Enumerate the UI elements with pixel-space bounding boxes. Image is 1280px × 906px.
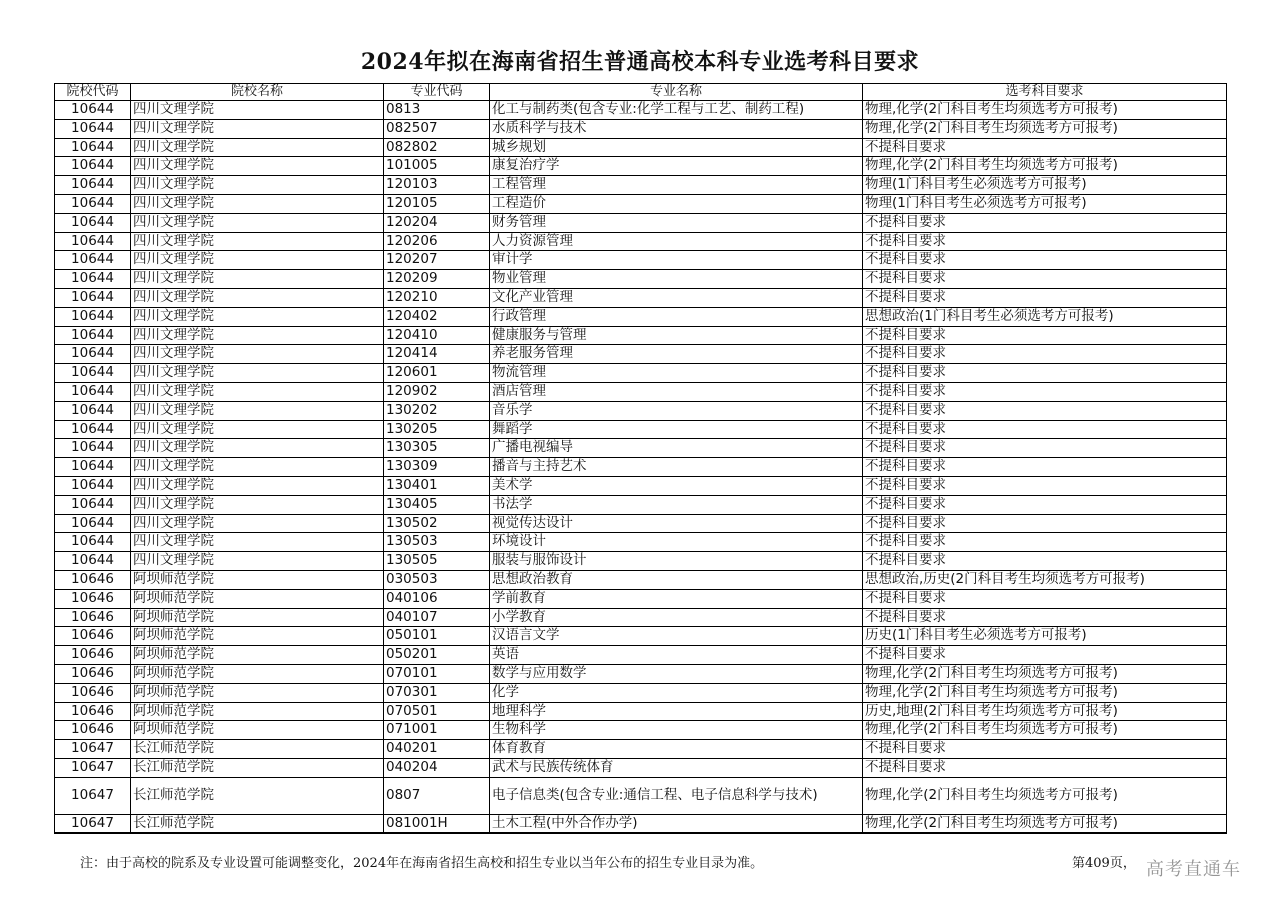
cell-school-name: 四川文理学院 [131,476,384,495]
cell-school-code: 10644 [55,476,131,495]
cell-school-name: 阿坝师范学院 [131,683,384,702]
cell-school-code: 10644 [55,270,131,289]
cell-major-name: 数学与应用数学 [490,664,863,683]
cell-school-name: 四川文理学院 [131,420,384,439]
cell-major-name: 汉语言文学 [490,627,863,646]
cell-major-name: 武术与民族传统体育 [490,758,863,777]
cell-subject-requirement: 物理,化学(2门科目考生均须选考方可报考) [863,664,1227,683]
cell-school-code: 10644 [55,420,131,439]
cell-school-code: 10644 [55,382,131,401]
cell-major-name: 财务管理 [490,213,863,232]
cell-school-code: 10644 [55,401,131,420]
table-row [55,702,1227,721]
cell-school-code: 10644 [55,101,131,120]
cell-school-code: 10644 [55,213,131,232]
cell-subject-requirement: 不提科目要求 [863,646,1227,665]
cell-major-code: 130305 [384,439,490,458]
cell-subject-requirement: 不提科目要求 [863,439,1227,458]
cell-major-name: 化学 [490,683,863,702]
cell-major-name: 环境设计 [490,533,863,552]
header-school-code: 院校代码 [55,84,131,101]
cell-major-name: 地理科学 [490,702,863,721]
cell-school-code: 10644 [55,157,131,176]
cell-school-name: 长江师范学院 [131,758,384,777]
cell-school-code: 10644 [55,495,131,514]
watermark-logo: 高考直通车 [1146,859,1241,880]
cell-school-code: 10646 [55,664,131,683]
cell-school-code: 10646 [55,589,131,608]
cell-subject-requirement: 物理,化学(2门科目考生均须选考方可报考) [863,683,1227,702]
table-row [55,307,1227,326]
cell-major-name: 物流管理 [490,364,863,383]
cell-subject-requirement: 思想政治,历史(2门科目考生均须选考方可报考) [863,570,1227,589]
cell-school-name: 四川文理学院 [131,288,384,307]
cell-major-name: 书法学 [490,495,863,514]
cell-school-name: 四川文理学院 [131,176,384,195]
table-row [55,119,1227,138]
cell-school-code: 10644 [55,533,131,552]
cell-major-code: 030503 [384,570,490,589]
cell-school-code: 10644 [55,326,131,345]
cell-subject-requirement: 物理(1门科目考生必须选考方可报考) [863,176,1227,195]
table-row [55,476,1227,495]
cell-major-name: 思想政治教育 [490,570,863,589]
cell-major-name: 英语 [490,646,863,665]
cell-school-name: 四川文理学院 [131,364,384,383]
table-row [55,777,1227,814]
cell-school-code: 10644 [55,439,131,458]
cell-subject-requirement: 不提科目要求 [863,288,1227,307]
cell-major-code: 081001H [384,814,490,833]
cell-major-code: 040204 [384,758,490,777]
cell-subject-requirement: 不提科目要求 [863,382,1227,401]
cell-school-name: 四川文理学院 [131,401,384,420]
cell-major-code: 040107 [384,608,490,627]
cell-school-name: 四川文理学院 [131,194,384,213]
cell-school-name: 四川文理学院 [131,514,384,533]
table-row [55,101,1227,120]
cell-major-code: 120103 [384,176,490,195]
header-major-name: 专业名称 [490,84,863,101]
cell-subject-requirement: 不提科目要求 [863,458,1227,477]
cell-major-name: 美术学 [490,476,863,495]
cell-major-name: 音乐学 [490,401,863,420]
cell-subject-requirement: 不提科目要求 [863,552,1227,571]
cell-school-code: 10646 [55,683,131,702]
cell-subject-requirement: 物理,化学(2门科目考生均须选考方可报考) [863,777,1227,814]
cell-school-name: 阿坝师范学院 [131,664,384,683]
cell-school-name: 四川文理学院 [131,382,384,401]
header-subject-requirement: 选考科目要求 [863,84,1227,101]
cell-major-name: 生物科学 [490,721,863,740]
cell-subject-requirement: 不提科目要求 [863,476,1227,495]
cell-major-code: 130502 [384,514,490,533]
cell-subject-requirement: 不提科目要求 [863,533,1227,552]
cell-subject-requirement: 不提科目要求 [863,514,1227,533]
table-row [55,364,1227,383]
table-row [55,251,1227,270]
cell-major-name: 工程造价 [490,194,863,213]
cell-subject-requirement: 不提科目要求 [863,740,1227,759]
table-row [55,326,1227,345]
table-row [55,758,1227,777]
table-body [55,101,1227,834]
cell-school-code: 10644 [55,194,131,213]
table-row [55,552,1227,571]
cell-school-name: 四川文理学院 [131,495,384,514]
cell-major-name: 体育教育 [490,740,863,759]
cell-subject-requirement: 不提科目要求 [863,213,1227,232]
cell-school-code: 10644 [55,288,131,307]
requirements-table [54,83,1227,834]
table-row [55,458,1227,477]
cell-major-code: 120206 [384,232,490,251]
cell-school-name: 阿坝师范学院 [131,702,384,721]
cell-major-code: 040201 [384,740,490,759]
cell-school-code: 10644 [55,176,131,195]
cell-major-name: 审计学 [490,251,863,270]
cell-school-name: 四川文理学院 [131,270,384,289]
cell-major-code: 101005 [384,157,490,176]
cell-subject-requirement: 不提科目要求 [863,364,1227,383]
cell-major-code: 120204 [384,213,490,232]
header-major-code: 专业代码 [384,84,490,101]
table-row [55,270,1227,289]
cell-subject-requirement: 物理(1门科目考生必须选考方可报考) [863,194,1227,213]
table-row [55,683,1227,702]
cell-major-name: 广播电视编导 [490,439,863,458]
cell-major-code: 040106 [384,589,490,608]
cell-subject-requirement: 不提科目要求 [863,495,1227,514]
cell-major-code: 082802 [384,138,490,157]
cell-school-code: 10644 [55,138,131,157]
cell-school-code: 10644 [55,552,131,571]
table-row [55,157,1227,176]
cell-major-code: 120402 [384,307,490,326]
cell-school-code: 10647 [55,814,131,833]
cell-subject-requirement: 不提科目要求 [863,232,1227,251]
cell-school-name: 四川文理学院 [131,307,384,326]
table-row [55,194,1227,213]
cell-subject-requirement: 不提科目要求 [863,251,1227,270]
cell-major-name: 工程管理 [490,176,863,195]
cell-school-code: 10646 [55,646,131,665]
cell-subject-requirement: 物理,化学(2门科目考生均须选考方可报考) [863,119,1227,138]
cell-major-name: 视觉传达设计 [490,514,863,533]
table-row [55,514,1227,533]
table-row [55,814,1227,833]
cell-major-name: 城乡规划 [490,138,863,157]
cell-subject-requirement: 物理,化学(2门科目考生均须选考方可报考) [863,101,1227,120]
cell-major-code: 120601 [384,364,490,383]
cell-school-name: 阿坝师范学院 [131,646,384,665]
cell-major-name: 水质科学与技术 [490,119,863,138]
cell-school-code: 10644 [55,119,131,138]
cell-major-name: 文化产业管理 [490,288,863,307]
cell-major-name: 舞蹈学 [490,420,863,439]
table-header-row [55,84,1227,101]
cell-school-name: 四川文理学院 [131,552,384,571]
cell-major-code: 130503 [384,533,490,552]
cell-school-code: 10646 [55,702,131,721]
cell-subject-requirement: 物理,化学(2门科目考生均须选考方可报考) [863,721,1227,740]
cell-major-code: 130405 [384,495,490,514]
cell-major-code: 050201 [384,646,490,665]
cell-subject-requirement: 不提科目要求 [863,589,1227,608]
cell-school-name: 四川文理学院 [131,138,384,157]
table-row [55,138,1227,157]
cell-school-name: 四川文理学院 [131,101,384,120]
cell-major-code: 130309 [384,458,490,477]
cell-major-code: 120414 [384,345,490,364]
cell-subject-requirement: 历史,地理(2门科目考生均须选考方可报考) [863,702,1227,721]
table-row [55,345,1227,364]
table-row [55,646,1227,665]
cell-subject-requirement: 物理,化学(2门科目考生均须选考方可报考) [863,814,1227,833]
cell-subject-requirement: 不提科目要求 [863,420,1227,439]
cell-school-name: 阿坝师范学院 [131,608,384,627]
cell-major-code: 120209 [384,270,490,289]
cell-school-name: 四川文理学院 [131,326,384,345]
cell-school-code: 10646 [55,570,131,589]
cell-subject-requirement: 不提科目要求 [863,270,1227,289]
cell-school-name: 四川文理学院 [131,232,384,251]
cell-major-name: 酒店管理 [490,382,863,401]
cell-school-name: 四川文理学院 [131,533,384,552]
cell-major-code: 070101 [384,664,490,683]
cell-major-code: 130205 [384,420,490,439]
cell-major-code: 120207 [384,251,490,270]
cell-major-name: 物业管理 [490,270,863,289]
cell-major-name: 小学教育 [490,608,863,627]
header-school-name: 院校名称 [131,84,384,101]
cell-school-name: 长江师范学院 [131,777,384,814]
cell-subject-requirement: 历史(1门科目考生必须选考方可报考) [863,627,1227,646]
cell-school-name: 四川文理学院 [131,251,384,270]
cell-subject-requirement: 不提科目要求 [863,326,1227,345]
footer-note: 注：由于高校的院系及专业设置可能调整变化，2024年在海南省招生高校和招生专业以当年公布的招生专业目录为准。 [80,856,764,871]
table-row [55,439,1227,458]
table-row [55,495,1227,514]
page-title: 2024年拟在海南省招生普通高校本科专业选考科目要求 [360,49,920,75]
cell-subject-requirement: 不提科目要求 [863,608,1227,627]
cell-school-code: 10647 [55,758,131,777]
table-row [55,664,1227,683]
cell-major-name: 行政管理 [490,307,863,326]
cell-subject-requirement: 不提科目要求 [863,345,1227,364]
cell-major-code: 130505 [384,552,490,571]
cell-school-code: 10644 [55,345,131,364]
table-row [55,401,1227,420]
cell-school-code: 10646 [55,608,131,627]
table-row [55,608,1227,627]
cell-major-code: 120410 [384,326,490,345]
table-row [55,533,1227,552]
cell-school-name: 四川文理学院 [131,213,384,232]
table-row [55,232,1227,251]
table-row [55,589,1227,608]
cell-major-code: 120105 [384,194,490,213]
cell-major-code: 130401 [384,476,490,495]
cell-school-code: 10647 [55,777,131,814]
cell-major-code: 0807 [384,777,490,814]
cell-major-name: 康复治疗学 [490,157,863,176]
cell-major-code: 070501 [384,702,490,721]
cell-major-code: 120902 [384,382,490,401]
cell-school-name: 长江师范学院 [131,740,384,759]
table-row [55,288,1227,307]
table-row [55,570,1227,589]
table-row [55,627,1227,646]
cell-major-code: 071001 [384,721,490,740]
cell-major-name: 学前教育 [490,589,863,608]
page-number: 第409页， [1072,856,1136,871]
cell-school-code: 10644 [55,307,131,326]
cell-school-name: 阿坝师范学院 [131,627,384,646]
cell-major-name: 土木工程(中外合作办学) [490,814,863,833]
cell-major-code: 082507 [384,119,490,138]
table-row [55,176,1227,195]
table-row [55,740,1227,759]
cell-school-code: 10646 [55,627,131,646]
cell-school-name: 阿坝师范学院 [131,721,384,740]
cell-major-name: 播音与主持艺术 [490,458,863,477]
cell-major-name: 人力资源管理 [490,232,863,251]
table-row [55,420,1227,439]
cell-subject-requirement: 不提科目要求 [863,758,1227,777]
cell-school-name: 阿坝师范学院 [131,589,384,608]
cell-school-name: 四川文理学院 [131,157,384,176]
cell-major-name: 健康服务与管理 [490,326,863,345]
cell-school-code: 10644 [55,251,131,270]
cell-school-code: 10647 [55,740,131,759]
cell-major-name: 电子信息类(包含专业:通信工程、电子信息科学与技术) [490,777,863,814]
cell-school-code: 10644 [55,232,131,251]
cell-subject-requirement: 不提科目要求 [863,401,1227,420]
cell-school-code: 10644 [55,458,131,477]
cell-school-code: 10644 [55,514,131,533]
cell-school-name: 四川文理学院 [131,439,384,458]
cell-school-name: 四川文理学院 [131,345,384,364]
cell-subject-requirement: 思想政治(1门科目考生必须选考方可报考) [863,307,1227,326]
cell-school-name: 阿坝师范学院 [131,570,384,589]
cell-school-name: 四川文理学院 [131,119,384,138]
cell-school-code: 10646 [55,721,131,740]
cell-major-name: 养老服务管理 [490,345,863,364]
table-row [55,382,1227,401]
cell-major-code: 070301 [384,683,490,702]
cell-major-code: 050101 [384,627,490,646]
cell-subject-requirement: 物理,化学(2门科目考生均须选考方可报考) [863,157,1227,176]
cell-school-code: 10644 [55,364,131,383]
cell-school-name: 四川文理学院 [131,458,384,477]
cell-major-code: 130202 [384,401,490,420]
cell-major-code: 0813 [384,101,490,120]
cell-major-name: 化工与制药类(包含专业:化学工程与工艺、制药工程) [490,101,863,120]
table-row [55,213,1227,232]
cell-major-name: 服装与服饰设计 [490,552,863,571]
cell-school-name: 长江师范学院 [131,814,384,833]
cell-major-code: 120210 [384,288,490,307]
table-row [55,721,1227,740]
cell-subject-requirement: 不提科目要求 [863,138,1227,157]
